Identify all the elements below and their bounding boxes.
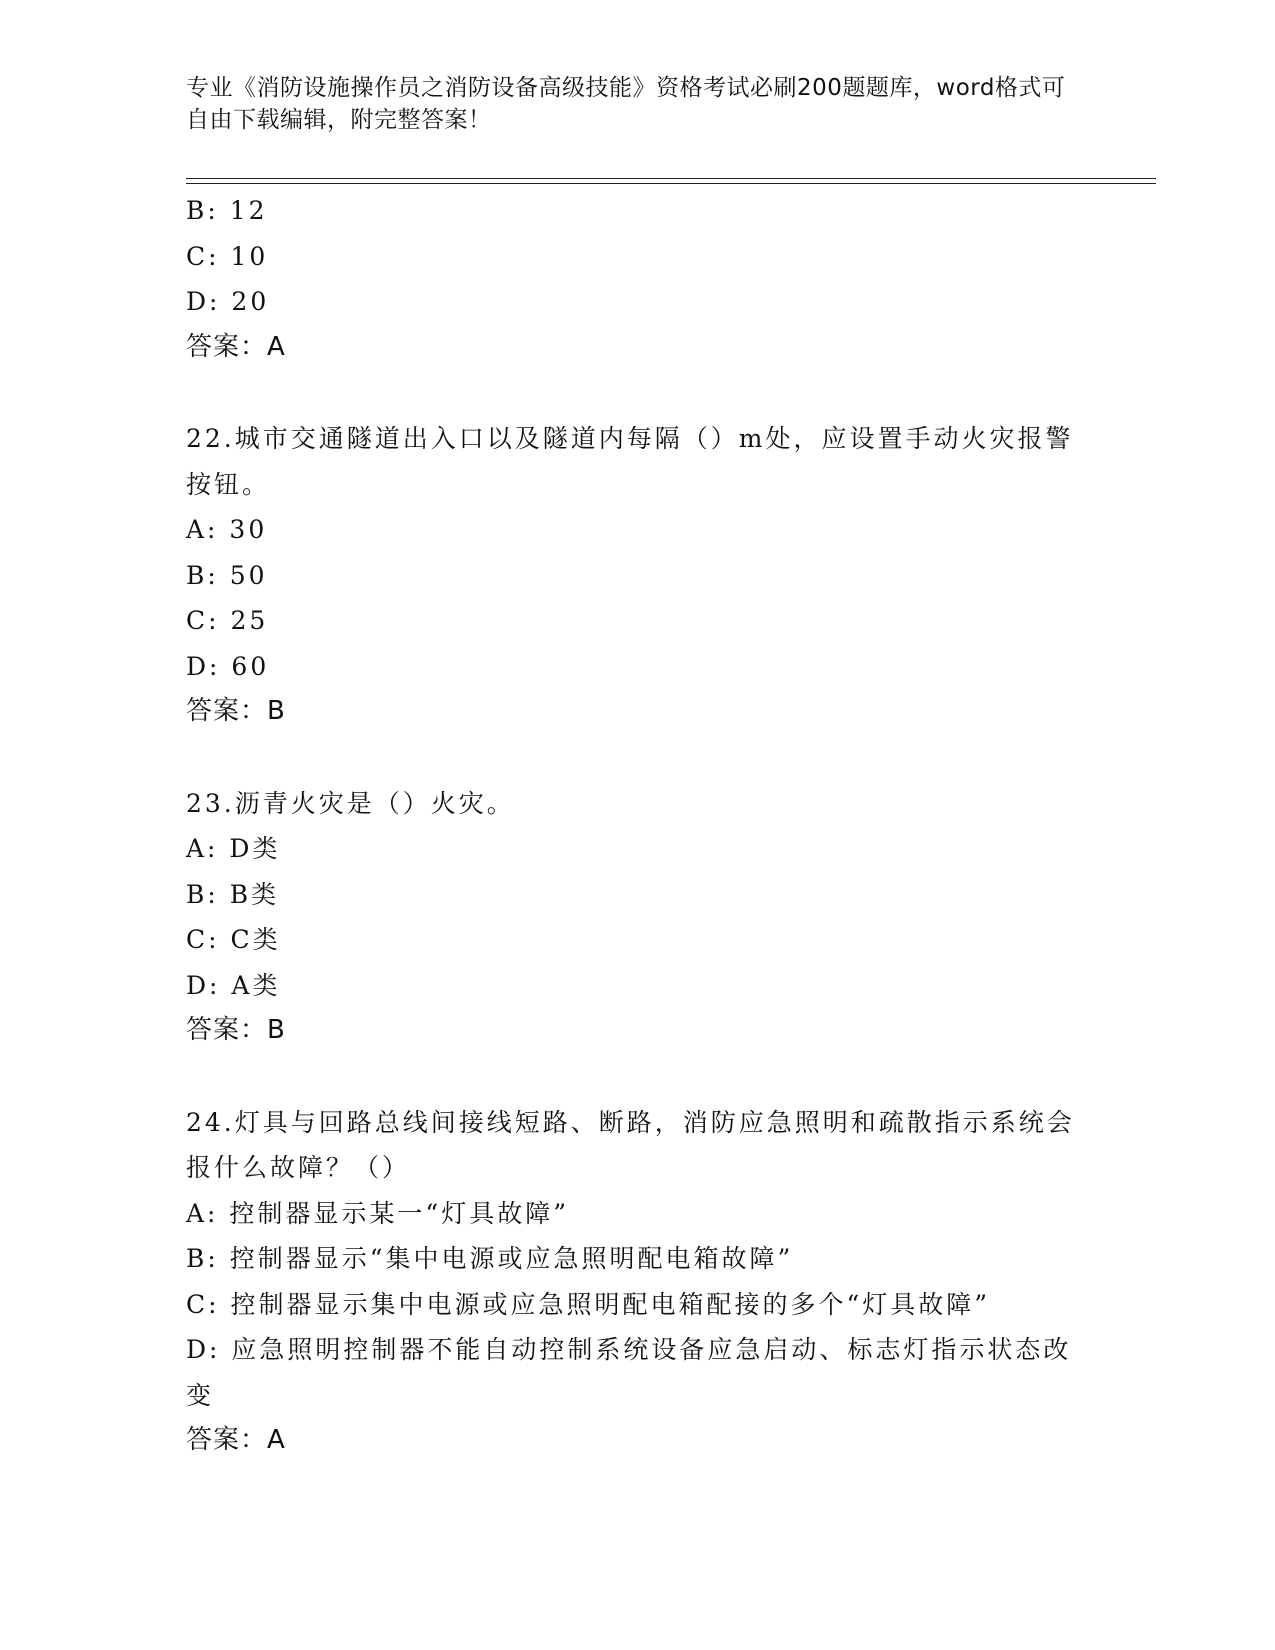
- option-a: A: 30: [186, 515, 268, 544]
- question-block-24: [186, 1100, 1086, 1464]
- option-c: C: C类: [186, 925, 281, 954]
- document-header: 专业《消防设施操作员之消防设备高级技能》资格考试必刷200题题库，word格式可自由下载编辑，附完整答案！: [186, 75, 1066, 133]
- option-d: D: 20: [186, 287, 270, 316]
- option-d: D: 应急照明控制器不能自动控制系统设备应急启动、标志灯指示状态改变: [186, 1335, 1072, 1410]
- question-block-23: [186, 781, 1086, 1054]
- option-c: C: 控制器显示集中电源或应急照明配电箱配接的多个“灯具故障”: [186, 1289, 991, 1319]
- question-block-22: [186, 416, 1086, 735]
- option-d: D: A类: [186, 970, 281, 1000]
- prev-question-block: [186, 188, 1086, 370]
- question-list: [186, 188, 1086, 1464]
- option-a: A: D类: [186, 834, 281, 863]
- question-text: 23.沥青火灾是（）火灾。: [186, 788, 515, 818]
- answer-line: 答案：A: [186, 331, 286, 362]
- option-b: B: B类: [186, 879, 280, 909]
- answer-line: 答案：A: [186, 1425, 286, 1455]
- question-text: 24.灯具与回路总线间接线短路、断路，消防应急照明和疏散指示系统会报什么故障？（）: [186, 1107, 1075, 1182]
- option-b: B: 控制器显示“集中电源或应急照明配电箱故障”: [186, 1244, 794, 1273]
- header-divider-top: [186, 178, 1156, 179]
- option-c: C: 10: [186, 241, 269, 271]
- option-b: B: 12: [186, 196, 268, 225]
- option-a: A: 控制器显示某一“灯具故障”: [186, 1198, 569, 1228]
- question-text: 22.城市交通隧道出入口以及隧道内每隔（）m处，应设置手动火灾报警按钮。: [186, 424, 1074, 499]
- header-divider-bottom: [186, 183, 1156, 184]
- answer-line: 答案：B: [186, 1015, 286, 1045]
- answer-line: 答案：B: [186, 696, 286, 726]
- option-d: D: 60: [186, 651, 270, 681]
- option-b: B: 50: [186, 560, 268, 590]
- option-c: C: 25: [186, 606, 269, 635]
